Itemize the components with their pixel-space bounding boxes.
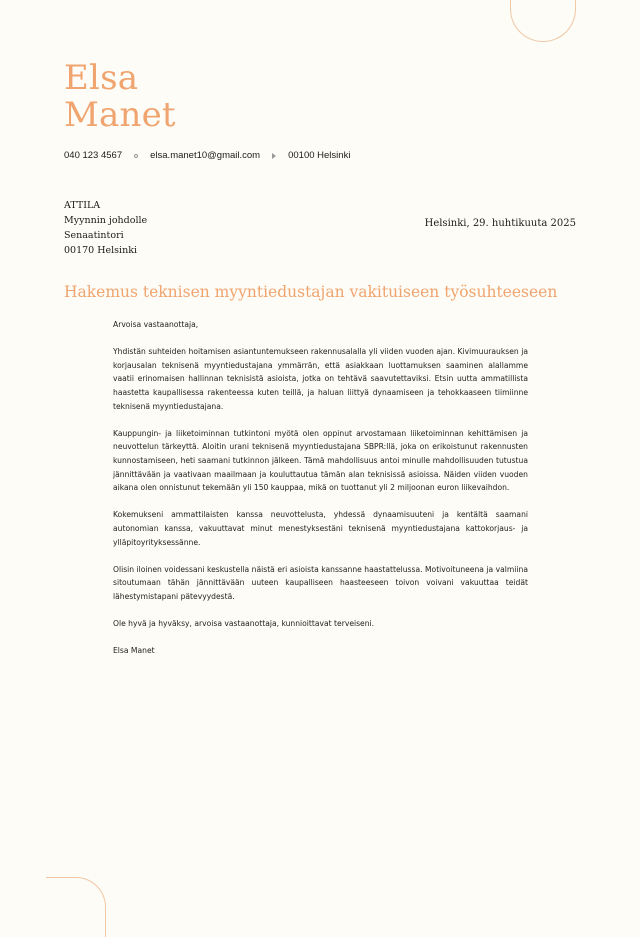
phone-number: 040 123 4567 [64, 150, 123, 161]
letter-closing: Ole hyvä ja hyväksy, arvoisa vastaanottaja, kunnioittavat terveiseni. [113, 619, 375, 629]
letter-paragraph-4: Olisin iloinen voidessani keskustella näistä eri asioista kanssanne haastattelussa. Motivoituneena ja valmiina sitoutumaan tähän jännittävään uuteen kaupalliseen haasteeseen toivon voivani vakuuttaa teidät lähestymistapani pätevyydestä. [113, 564, 528, 601]
sender-name [64, 60, 176, 134]
letter-signature: Elsa Manet [113, 646, 155, 656]
recipient-department: Myynnin johdolle [64, 215, 148, 226]
recipient-city: 00170 Helsinki [64, 245, 138, 256]
sender-first-name: Elsa [64, 58, 139, 98]
recipient-address [64, 198, 147, 258]
location: 00100 Helsinki [288, 150, 351, 161]
letter-subject: Hakemus teknisen myyntiedustajan vakituiseen työsuhteeseen [64, 283, 558, 301]
email-address: elsa.manet10@gmail.com [150, 150, 261, 161]
letter-paragraph-1: Yhdistän suhteiden hoitamisen asiantuntemukseen rakennusalalla yli viiden vuoden ajan. Kivimuurauksen ja korjausalan teknisenä myyntiedustajana ymmärrän, että asiakkaan luottamuksen saaminen alallamme vaatii erinomaisen hallinnan teknisistä asioista, jotka on tehtävä saavutettaviksi. Etsin uutta ammatillista haastetta kaupallisessa rakenteessa kuten teillä, ja haluan liittyä dynaamiseen ja tehokkaaseen tiimiinne teknisenä myyntiedustajana. [113, 347, 528, 411]
letter-paragraph-2: Kauppungin- ja liiketoiminnan tutkintoni myötä olen oppinut arvostamaan liiketoiminnan kehittämisen ja neuvottelun tärkeyttä. Aloitin urani teknisenä myyntiedustajana SBPR:llä, joka on erikoistunut rakennusten kunnostamiseen, heti saamani tutkinnon jälkeen. Tämä mahdollisuus antoi minulle mahdollisuuden tutustua jännittävään ja vaativaan maailmaan ja kouluttautua tämän alan teknisissä asioissa. Näiden viiden vuoden aikana olen onnistunut tekemään yli 150 kauppaa, mikä on tuottanut yli 2 miljoonan euron liikevaihdon. [113, 428, 528, 493]
circle-separator-icon [134, 154, 138, 158]
triangle-separator-icon [272, 153, 276, 159]
letter-greeting: Arvoisa vastaanottaja, [113, 320, 199, 329]
decorative-arc-bottom [46, 877, 106, 937]
recipient-street: Senaatintori [64, 230, 124, 241]
letter-paragraph-3: Kokemukseni ammattilaisten kanssa neuvottelusta, yhdessä dynaamisuuteni ja kentältä saamani autonomian kanssa, vakuuttavat minut menestyksestäni teknisenä myyntiedustajana kattokorjaus- ja ylläpitoyrityksessänne. [113, 510, 528, 547]
contact-info [64, 150, 350, 161]
decorative-arc-top [510, 0, 576, 42]
recipient-company: ATTILA [64, 200, 101, 211]
letter-body [113, 318, 528, 671]
letter-date: Helsinki, 29. huhtikuuta 2025 [424, 218, 576, 229]
sender-last-name: Manet [64, 95, 176, 135]
